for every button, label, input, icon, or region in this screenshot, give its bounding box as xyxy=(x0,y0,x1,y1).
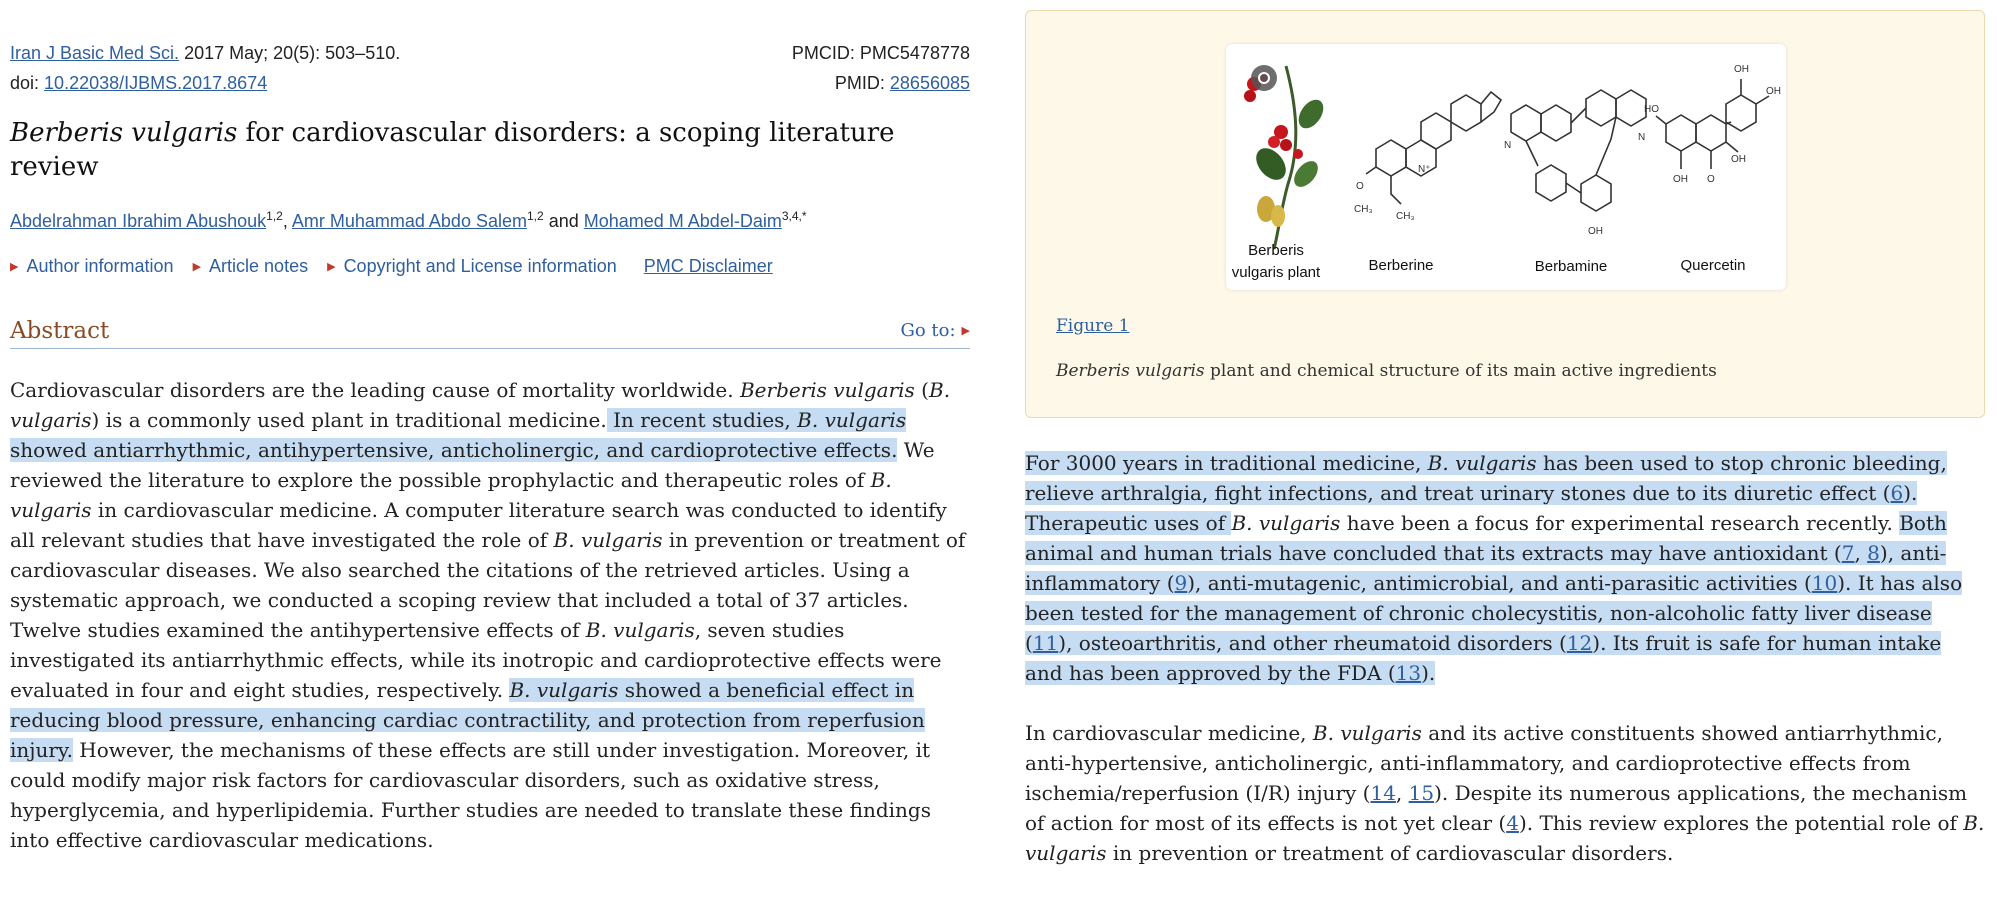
svg-text:OH: OH xyxy=(1673,174,1688,185)
label-berbamine: Berbamine xyxy=(1534,258,1608,275)
italic-span: B. vulgaris xyxy=(10,468,892,522)
svg-text:OH: OH xyxy=(1734,64,1749,75)
pmid xyxy=(835,68,970,98)
abstract-header xyxy=(10,314,970,349)
reference-link[interactable]: 10 xyxy=(1811,571,1838,595)
svg-text:N⁺: N⁺ xyxy=(1418,164,1431,175)
text-span: Both animal and human trials have concluded that its extracts may have antioxidant ( xyxy=(1025,511,1947,565)
paragraph-history xyxy=(1025,448,1985,688)
svg-text:N: N xyxy=(1638,132,1646,143)
text-span: ) is a commonly used plant in traditional medicine. xyxy=(91,408,607,432)
italic-span: Berberis vulgaris xyxy=(739,378,915,402)
svg-text:CH₃: CH₃ xyxy=(1354,204,1373,215)
paragraph-cardiovascular xyxy=(1025,718,1985,868)
text-span: For 3000 years in traditional medicine, xyxy=(1025,451,1428,475)
text-span: ). It has also been tested for the management of chronic cholecystitis, non-alcoholic fatty liver disease ( xyxy=(1025,571,1963,655)
highlighted-text xyxy=(1025,511,1962,685)
text-span: , xyxy=(1854,541,1868,565)
svg-text:OH: OH xyxy=(1766,86,1781,97)
triangle-right-icon: ▶ xyxy=(192,261,202,273)
reference-link[interactable]: 15 xyxy=(1408,781,1435,805)
caption-rest: plant and chemical structure of its main active ingredients xyxy=(1204,361,1717,381)
italic-span: B. vulgaris xyxy=(797,408,907,432)
text-span: ), osteoarthritis, and other rheumatoid disorders ( xyxy=(1058,631,1567,655)
author-link[interactable]: Abdelrahman Ibrahim Abushouk xyxy=(10,211,267,231)
text-span: in prevention or treatment of cardiovascular diseases. We also searched the citations of the retrieved articles. Using a systematic approach, we conducted a scoping review that included a total of 37 articles. Twelve studies examined the antihypertensive effects of xyxy=(10,528,966,642)
figure-link[interactable]: Figure 1 xyxy=(1056,316,1130,336)
author-affiliation: 3,4,* xyxy=(781,209,807,223)
label-vulgaris-plant: vulgaris plant xyxy=(1231,264,1321,281)
figure-caption xyxy=(1056,361,1717,381)
triangle-right-icon: ▶ xyxy=(961,324,970,337)
article-title xyxy=(10,116,970,184)
text-span: In cardiovascular medicine, xyxy=(1025,721,1313,745)
text-span: have been a focus for experimental research recently. xyxy=(1340,511,1900,535)
reference-link[interactable]: 6 xyxy=(1890,481,1904,505)
text-span: ). xyxy=(1421,661,1436,685)
reference-link[interactable]: 14 xyxy=(1370,781,1396,805)
text-span: ). Therapeutic uses of xyxy=(1025,481,1918,535)
reference-link[interactable]: 9 xyxy=(1174,571,1188,595)
text-span: We reviewed the literature to explore the possible prophylactic and therapeutic roles of xyxy=(10,438,935,492)
svg-text:HO: HO xyxy=(1644,104,1659,115)
label-quercetin: Quercetin xyxy=(1680,257,1746,274)
author-link[interactable]: Mohamed M Abdel-Daim xyxy=(583,211,782,231)
title-rest: for cardiovascular disorders: a scoping literature review xyxy=(10,118,895,182)
svg-text:OH: OH xyxy=(1731,154,1746,165)
reference-link[interactable]: 7 xyxy=(1841,541,1855,565)
body-text xyxy=(1025,448,1985,898)
text-span: , seven studies investigated its antiarrhythmic effects, while its inotropic and cardioprotective effects were evaluated in four and eight studies, respectively. xyxy=(10,618,942,702)
pmc-disclaimer-link[interactable]: PMC Disclaimer xyxy=(643,256,773,276)
text-span: ). This review explores the potential role of xyxy=(1518,811,1964,835)
text-span: and its active constituents showed antiarrhythmic, anti-hypertensive, anticholinergic, anti-inflammatory, and cardioprotective effects from ischemia/reperfusion (I/R) injury ( xyxy=(1025,721,1943,805)
goto-label: Go to: xyxy=(900,320,956,341)
text-span: has been used to stop chronic bleeding, relieve arthralgia, fight infections, and treat urinary stones due to its diuretic effect ( xyxy=(1025,451,1947,505)
goto-button[interactable] xyxy=(900,314,970,348)
reference-link[interactable]: 13 xyxy=(1395,661,1422,685)
berberine-structure xyxy=(1366,92,1501,204)
text-span: ), anti-mutagenic, antimicrobial, and anti-parasitic activities ( xyxy=(1187,571,1812,595)
reference-link[interactable]: 11 xyxy=(1032,631,1059,655)
svg-text:N: N xyxy=(1504,140,1512,151)
authors-and: and xyxy=(548,211,579,231)
doi-link[interactable]: 10.22038/IJBMS.2017.8674 xyxy=(44,73,268,93)
author-link[interactable]: Amr Muhammad Abdo Salem xyxy=(291,211,527,231)
berbamine-structure xyxy=(1511,90,1646,211)
text-span: Cardiovascular disorders are the leading cause of mortality worldwide. xyxy=(10,378,740,402)
berberis-plant-drawing xyxy=(1244,65,1328,249)
author-list: Abdelrahman Ibrahim Abushouk$^{1,2}$, Amr Muhammad Abdo Salem$^{1,2}$ and Mohamed M Abdel-Daim$^{3,4,*}$ xyxy=(10,209,807,231)
triangle-right-icon: ▶ xyxy=(10,261,19,273)
figure-panel xyxy=(1025,10,1985,418)
italic-span: B. vulgaris xyxy=(10,378,951,432)
text-span: ), anti-inflammatory ( xyxy=(1025,541,1947,595)
text-span: ( xyxy=(914,378,929,402)
italic-span: B. vulgaris xyxy=(585,618,695,642)
caption-species: Berberis vulgaris xyxy=(1056,361,1205,381)
pmid-link[interactable]: 28656085 xyxy=(889,73,970,93)
author-affiliation: 1,2 xyxy=(526,209,544,223)
reference-link[interactable]: 12 xyxy=(1566,631,1593,655)
italic-span: B. vulgaris xyxy=(1025,811,1985,865)
svg-text:OH: OH xyxy=(1588,226,1603,237)
italic-span: B. vulgaris xyxy=(1231,511,1341,535)
text-span: showed a beneficial effect in reducing blood pressure, enhancing cardiac contractility, and protection from reperfusion injury. xyxy=(10,678,925,762)
svg-text:O: O xyxy=(1356,181,1364,192)
text-span: ). Its fruit is safe for human intake and has been approved by the FDA ( xyxy=(1025,631,1942,685)
figure-image[interactable] xyxy=(1226,44,1786,290)
triangle-right-icon: ▶ xyxy=(327,261,336,273)
italic-span: B. vulgaris xyxy=(553,528,663,552)
text-span: in prevention or treatment of cardiovascular disorders. xyxy=(1106,841,1674,865)
abstract-heading: Abstract xyxy=(10,318,110,344)
svg-text:O: O xyxy=(1707,174,1715,185)
reference-link[interactable]: 4 xyxy=(1506,811,1519,835)
citation-row-1 xyxy=(10,38,970,68)
text-span: in cardiovascular medicine. A computer literature search was conducted to identify all relevant studies that have investigated the role of xyxy=(10,498,947,552)
text-span: ). Despite its numerous applications, the mechanism of action for most of its effects is not yet clear ( xyxy=(1025,781,1968,835)
text-span: , xyxy=(1395,781,1409,805)
text-span: However, the mechanisms of these effects are still under investigation. Moreover, it could modify major risk factors for cardiovascular disorders, such as oxidative stress, hyperglycemia, and hyperlipidemia. Further studies are needed to translate these findings into effective cardiovascular medications. xyxy=(10,738,931,852)
quercetin-structure xyxy=(1656,79,1769,169)
label-berberine: Berberine xyxy=(1368,257,1434,274)
text-span: showed antiarrhythmic, antihypertensive, anticholinergic, and cardioprotective effects. xyxy=(10,438,898,462)
article-header-column xyxy=(10,38,970,855)
author-affiliation: 1,2 xyxy=(266,209,283,223)
copyright-link[interactable]: Copyright and License information xyxy=(343,256,617,276)
svg-text:CH₃: CH₃ xyxy=(1396,211,1415,222)
reference-link[interactable]: 8 xyxy=(1867,541,1880,565)
citation-row-2 xyxy=(10,68,970,98)
article-info-links xyxy=(10,253,970,280)
figure-illustration xyxy=(1226,44,1786,290)
doi-label: doi: xyxy=(10,73,40,93)
italic-span: B. vulgaris xyxy=(1427,451,1537,475)
article-notes-link[interactable]: Article notes xyxy=(209,256,309,276)
pmcid: PMCID: PMC5478778 xyxy=(791,43,970,63)
label-berberis: Berberis xyxy=(1248,242,1304,259)
title-species: Berberis vulgaris xyxy=(10,118,238,148)
pmid-label: PMID: xyxy=(834,73,885,93)
journal-link[interactable]: Iran J Basic Med Sci. xyxy=(10,43,180,63)
author-information-link[interactable]: Author information xyxy=(26,256,174,276)
text-span: In recent studies, xyxy=(606,408,798,432)
issue-date: 2017 May; 20(5): 503–510. xyxy=(184,43,401,63)
italic-span: B. vulgaris xyxy=(509,678,619,702)
abstract-text xyxy=(10,375,970,855)
italic-span: B. vulgaris xyxy=(1312,721,1422,745)
